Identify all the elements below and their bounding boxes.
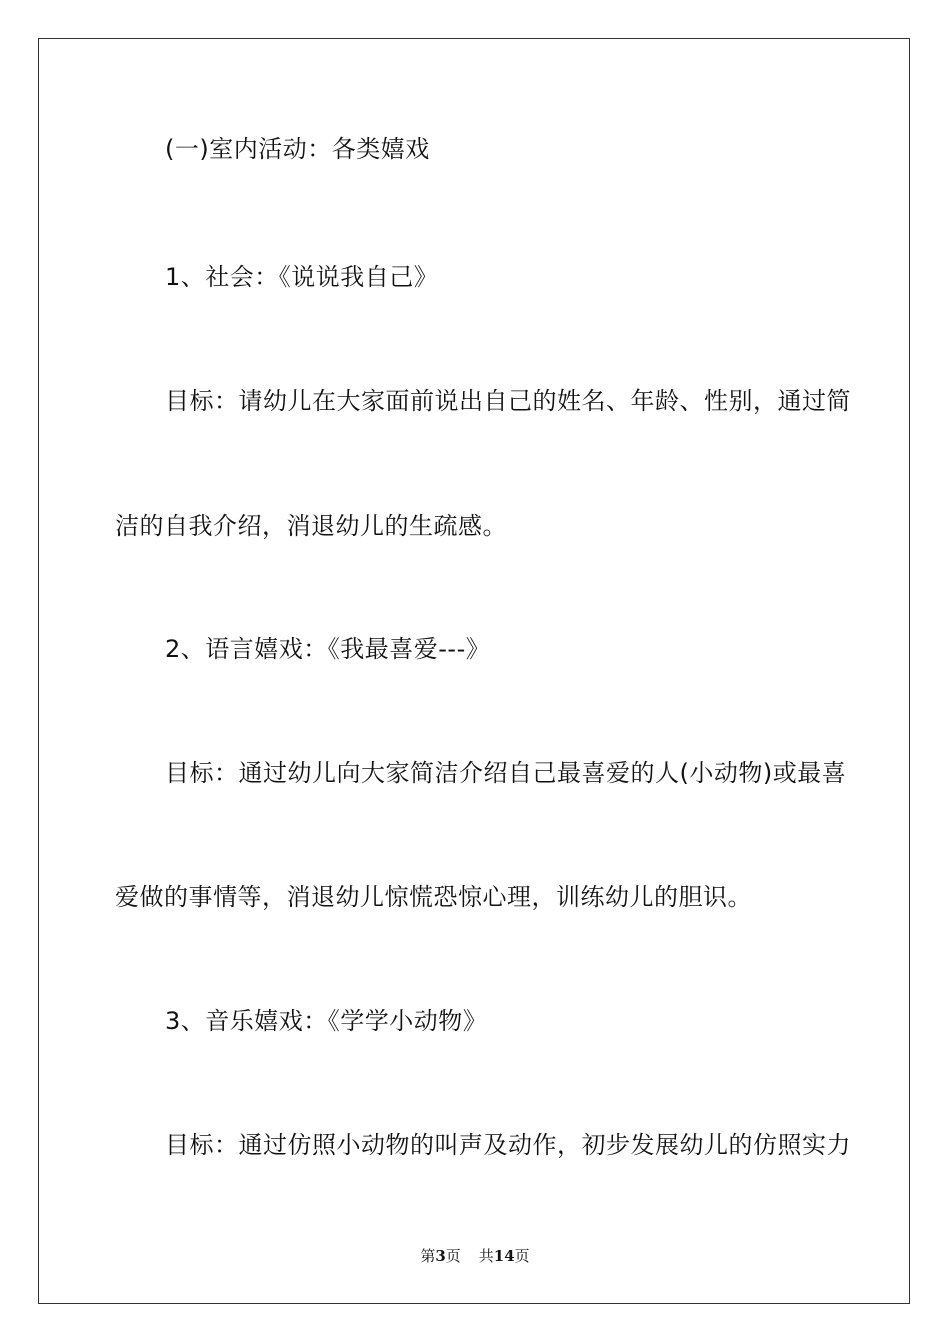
total-suffix: 页 — [514, 1247, 530, 1265]
item-2-goal-line-2: 爱做的事情等，消退幼儿惊慌恐惊心理，训练幼儿的胆识。 — [115, 883, 752, 911]
item-3-goal-line-1: 目标：通过仿照小动物的叫声及动作，初步发展幼儿的仿照实力 — [165, 1131, 851, 1159]
total-prefix: 共 — [478, 1247, 494, 1265]
item-2-goal-line-1: 目标：通过幼儿向大家简洁介绍自己最喜爱的人(小动物)或最喜 — [165, 759, 847, 787]
item-1-goal-line-1: 目标：请幼儿在大家面前说出自己的姓名、年龄、性别，通过简 — [165, 387, 851, 415]
item-3-title: 3、音乐嬉戏：《学学小动物》 — [165, 1007, 488, 1035]
item-1-goal-line-2: 洁的自我介绍，消退幼儿的生疏感。 — [115, 512, 507, 540]
item-1-title: 1、社会：《说说我自己》 — [165, 263, 439, 291]
page-prefix: 第 — [420, 1247, 436, 1265]
page-total: 14 — [493, 1247, 515, 1265]
section-heading: (一)室内活动：各类嬉戏 — [165, 135, 430, 163]
page-footer — [0, 1246, 950, 1266]
page-current: 3 — [435, 1247, 446, 1265]
page-border — [38, 38, 910, 1304]
page-suffix: 页 — [445, 1247, 461, 1265]
item-2-title: 2、语言嬉戏：《我最喜爱---》 — [165, 635, 491, 663]
